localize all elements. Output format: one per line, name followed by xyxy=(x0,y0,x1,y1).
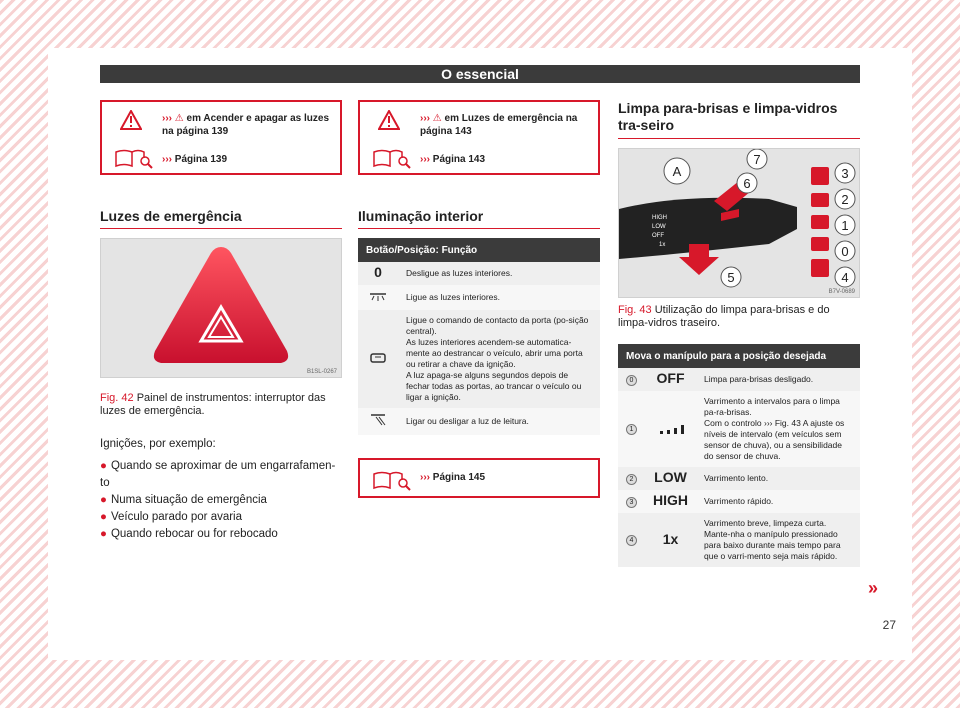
wiper-position-table xyxy=(618,344,860,567)
list-item: ● Veículo parado por avaria xyxy=(100,511,243,523)
table-cell: Ligue as luzes interiores. xyxy=(398,285,600,310)
figure-code: B7V-0689 xyxy=(828,289,855,295)
list-item: ● Quando se aproximar de um engarrafamen-to xyxy=(100,460,336,489)
page-number: 27 xyxy=(882,618,896,632)
stalk-label-low: LOW xyxy=(652,224,666,230)
table-row xyxy=(358,408,600,435)
warning-triangle-icon xyxy=(120,110,142,130)
list-item: ● Quando rebocar ou for rebocado xyxy=(100,528,278,540)
book-reference-box xyxy=(358,458,600,498)
figure-caption: Fig. 42 Painel de instrumentos: interruptor das luzes de emergência. xyxy=(100,392,326,417)
interval-bars-icon xyxy=(658,422,684,434)
book-icon xyxy=(372,146,412,170)
single-wipe-symbol: 1x xyxy=(662,530,679,547)
wiper-stalk-image xyxy=(619,149,859,297)
table-row xyxy=(618,368,860,391)
callout-5: 5 xyxy=(727,270,735,285)
callout-0: 0 xyxy=(841,244,849,259)
high-symbol: HIGH xyxy=(653,492,688,508)
reference-page-text: ››› Página 145 xyxy=(420,472,486,483)
page-header xyxy=(100,65,860,83)
figure-caption: Fig. 43 Utilização do limpa para-brisas e do limpa-vidros traseiro. xyxy=(618,304,830,329)
table-cell: Varrimento rápido. xyxy=(696,490,860,513)
callout-7: 7 xyxy=(753,152,761,167)
lamp-on-icon xyxy=(368,290,388,302)
reference-page-text: ››› Página 139 xyxy=(162,154,228,165)
callout-2: 2 xyxy=(841,192,849,207)
table-cell: Desligue as luzes interiores. xyxy=(398,262,600,285)
position-number: 1 xyxy=(626,424,637,435)
table-row xyxy=(618,391,860,467)
low-symbol: LOW xyxy=(654,469,687,485)
stalk-label-high: HIGH xyxy=(652,215,667,221)
table-cell: Ligar ou desligar a luz de leitura. xyxy=(398,408,600,435)
book-icon xyxy=(114,146,154,170)
door-contact-icon xyxy=(368,352,388,364)
table-row xyxy=(618,467,860,490)
bullet-list xyxy=(100,458,342,543)
section-title: Iluminação interior xyxy=(358,208,600,229)
table-header: Botão/Posição: Função xyxy=(358,238,600,262)
off-symbol: 0 xyxy=(358,262,398,285)
list-item: ● Numa situação de emergência xyxy=(100,494,267,506)
stalk-label-1x: 1x xyxy=(659,242,666,248)
callout-3: 3 xyxy=(841,166,849,181)
figure-code: B1SL-0267 xyxy=(306,369,337,375)
table-row xyxy=(358,310,600,408)
table-row xyxy=(358,262,600,285)
interior-light-table xyxy=(358,238,600,435)
reference-warning-text: ››› ⚠ em Luzes de emergência na página 143 xyxy=(420,113,578,137)
table-row xyxy=(358,285,600,310)
reference-page-text: ››› Página 143 xyxy=(420,154,486,165)
page-header-title: O essencial xyxy=(441,66,519,82)
page xyxy=(48,48,912,660)
warning-triangle-icon xyxy=(378,110,400,130)
stalk-label-off: OFF xyxy=(652,233,664,239)
table-header: Mova o manípulo para a posição desejada xyxy=(618,344,860,368)
callout-1: 1 xyxy=(841,218,849,233)
reference-warning-text: ››› ⚠ em Acender e apagar as luzes na página 139 xyxy=(162,113,330,137)
position-number: 0 xyxy=(626,375,637,386)
reference-box xyxy=(358,100,600,175)
section-title: Luzes de emergência xyxy=(100,208,342,229)
reference-box xyxy=(100,100,342,175)
table-cell: Limpa para-brisas desligado. xyxy=(696,368,860,391)
callout-a: A xyxy=(672,164,682,179)
table-cell: Varrimento breve, limpeza curta. Mante-nha o manípulo pressionado para baixo durante mais tempo para que o varri-mento seja mais rápido. xyxy=(696,513,860,567)
table-row xyxy=(618,490,860,513)
position-number: 2 xyxy=(626,474,637,485)
position-number: 4 xyxy=(626,535,637,546)
callout-4: 4 xyxy=(841,270,849,285)
table-cell: Varrimento lento. xyxy=(696,467,860,490)
book-icon xyxy=(372,468,412,492)
wiper-stalk-figure xyxy=(618,148,860,298)
intro-text: Ignições, por exemplo: xyxy=(100,438,216,450)
table-cell: Varrimento a intervalos para o limpa pa-ra-brisas. Com o controlo ››› Fig. 43 A ajuste os níveis de intervalo (em veículos sem sensor de chuva), ou a sensibilidade do sensor de chuva. xyxy=(696,391,860,467)
position-number: 3 xyxy=(626,497,637,508)
hazard-switch-image xyxy=(101,239,341,377)
hazard-switch-figure xyxy=(100,238,342,378)
table-cell: Ligue o comando de contacto da porta (po-sição central). As luzes interiores acendem-se automatica-mente ao destrancar o veículo, abrir uma porta ou retirar a chave da ignição. A luz apaga-se alguns segundos depois de fechar todas as portas, ao trancar o veículo ou ligar a ignição. xyxy=(398,310,600,408)
off-symbol: OFF xyxy=(656,370,685,386)
reading-light-icon xyxy=(368,413,388,427)
continue-mark: » xyxy=(868,578,879,598)
table-row xyxy=(618,513,860,567)
callout-6: 6 xyxy=(743,176,751,191)
section-title: Limpa para-brisas e limpa-vidros tra-seiro xyxy=(618,100,860,139)
